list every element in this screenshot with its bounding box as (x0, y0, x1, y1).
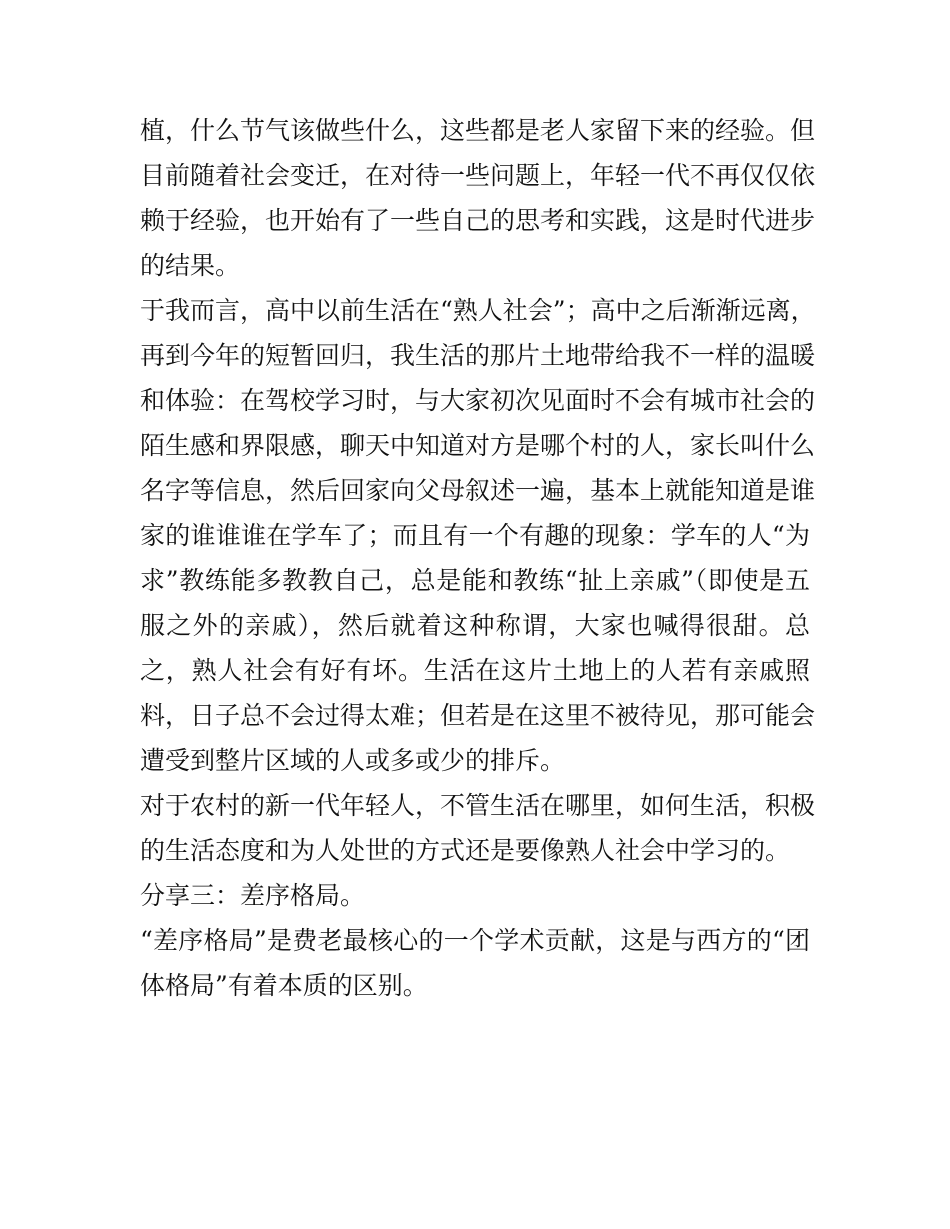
text-line: 再到今年的短暂回归，我生活的那片土地带给我不一样的温暖 (140, 341, 816, 370)
text-line: 陌生感和界限感，聊天中知道对方是哪个村的人，家长叫什么 (140, 431, 816, 460)
text-line: 植，什么节气该做些什么，这些都是老人家留下来的经验。但 (140, 116, 816, 145)
text-line: 之，熟人社会有好有坏。生活在这片土地上的人若有亲戚照 (140, 656, 810, 685)
text-line: 于我而言，高中以前生活在“熟人社会”；高中之后渐渐远离， (140, 296, 816, 325)
text-line: “差序格局”是费老最核心的一个学术贡献，这是与西方的“团 (140, 926, 810, 955)
section-heading: 分享三：差序格局。 (140, 881, 366, 910)
text-line: 服之外的亲戚），然后就着这种称谓，大家也喊得很甜。总 (140, 611, 810, 640)
text-line: 体格局”有着本质的区别。 (140, 971, 428, 1000)
text-line: 的结果。 (140, 251, 241, 280)
document-body (140, 108, 816, 1008)
text-line: 赖于经验，也开始有了一些自己的思考和实践，这是时代进步 (140, 206, 816, 235)
text-line: 的生活态度和为人处世的方式还是要像熟人社会中学习的。 (140, 836, 791, 865)
text-line: 遭受到整片区域的人或多或少的排斥。 (140, 746, 566, 775)
text-line: 家的谁谁谁在学车了；而且有一个有趣的现象：学车的人“为 (140, 521, 810, 550)
text-line: 名字等信息，然后回家向父母叙述一遍，基本上就能知道是谁 (140, 476, 816, 505)
text-line: 求”教练能多教教自己，总是能和教练“扯上亲戚”（即使是五 (140, 566, 810, 595)
text-line: 对于农村的新一代年轻人，不管生活在哪里，如何生活，积极 (140, 791, 816, 820)
text-line: 料，日子总不会过得太难；但若是在这里不被待见，那可能会 (140, 701, 816, 730)
text-line: 目前随着社会变迁，在对待一些问题上，年轻一代不再仅仅依 (140, 161, 816, 190)
text-line: 和体验：在驾校学习时，与大家初次见面时不会有城市社会的 (140, 386, 816, 415)
